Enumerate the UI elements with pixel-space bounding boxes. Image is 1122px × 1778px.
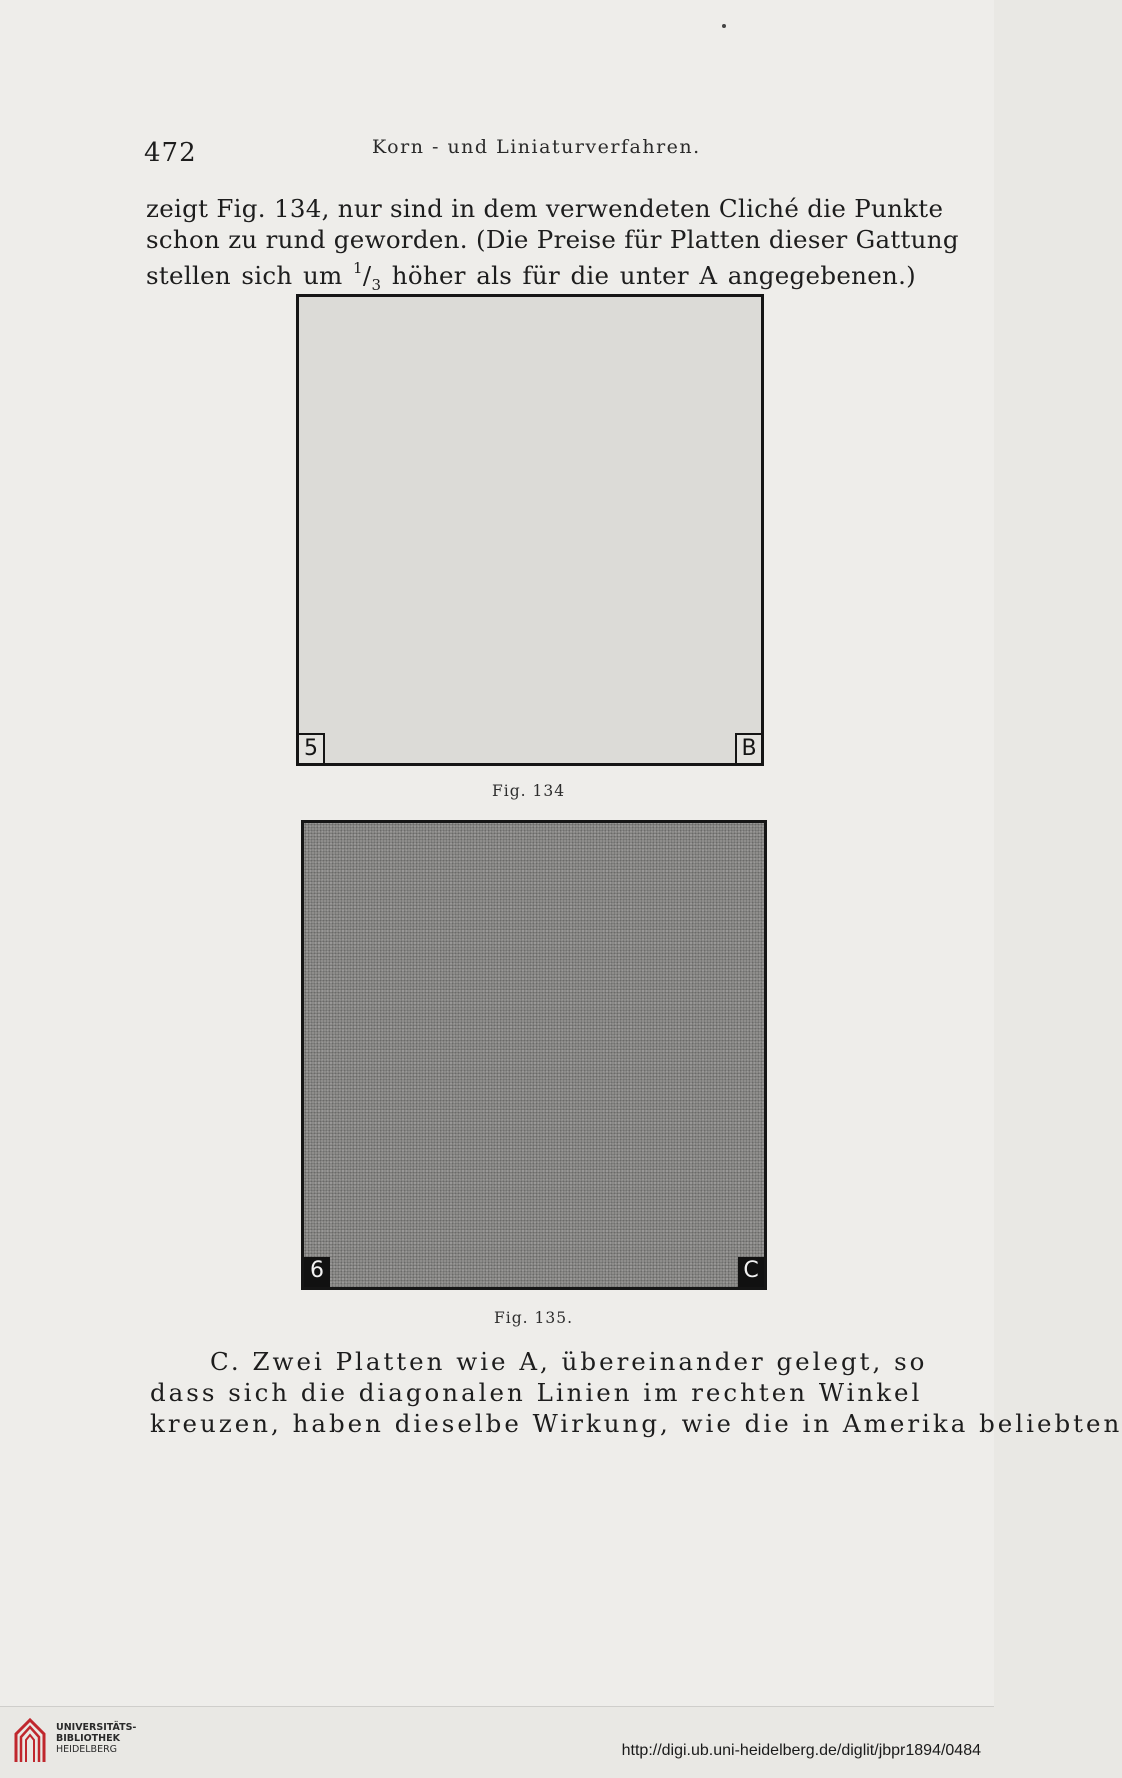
- figure-134-caption: Fig. 134: [492, 782, 566, 800]
- paragraph-2-line-2: dass sich die diagonalen Linien im rechten Winkel: [150, 1378, 923, 1407]
- paragraph-1-line-1: zeigt Fig. 134, nur sind in dem verwendeten Cliché die Punkte: [146, 194, 944, 223]
- page-number: 472: [144, 138, 197, 168]
- line-3-end: höher als für die unter A angegebenen.): [391, 261, 917, 291]
- fraction-one-third: $^1/_3$: [353, 259, 382, 295]
- running-head: Korn - und Liniaturverfahren.: [372, 136, 701, 158]
- paragraph-2-line-1: C. Zwei Platten wie A, übereinander gelegt, so: [210, 1347, 928, 1376]
- library-line-3: HEIDELBERG: [56, 1744, 118, 1755]
- paragraph-2-line-3: kreuzen, haben dieselbe Wirkung, wie die in Amerika beliebten: [150, 1409, 1122, 1438]
- figure-135-corner-right: C: [738, 1257, 764, 1287]
- ink-speck: [722, 24, 726, 28]
- figure-134-plate: [296, 294, 764, 766]
- library-line-1: UNIVERSITÄTS-: [56, 1722, 137, 1733]
- figure-135-corner-left: 6: [304, 1257, 330, 1287]
- fraction-denominator: 3: [371, 276, 382, 295]
- paragraph-1: [146, 193, 959, 301]
- figure-135-caption: Fig. 135.: [494, 1309, 573, 1327]
- library-name: [56, 1722, 136, 1755]
- library-line-2: BIBLIOTHEK: [56, 1733, 120, 1744]
- library-logo-icon: [12, 1714, 48, 1766]
- line-3-start: stellen sich um: [146, 261, 343, 291]
- paragraph-1-line-2: schon zu rund geworden. (Die Preise für Platten dieser Gattung: [146, 225, 959, 254]
- figure-134-corner-left: 5: [299, 733, 325, 763]
- figure-135-plate: [301, 820, 767, 1290]
- source-url-link[interactable]: http://digi.ub.uni-heidelberg.de/diglit/jbpr1894/0484: [621, 1742, 981, 1759]
- figure-134-corner-right: B: [735, 733, 761, 763]
- paragraph-2: [150, 1346, 1122, 1439]
- fraction-numerator: 1: [353, 259, 363, 277]
